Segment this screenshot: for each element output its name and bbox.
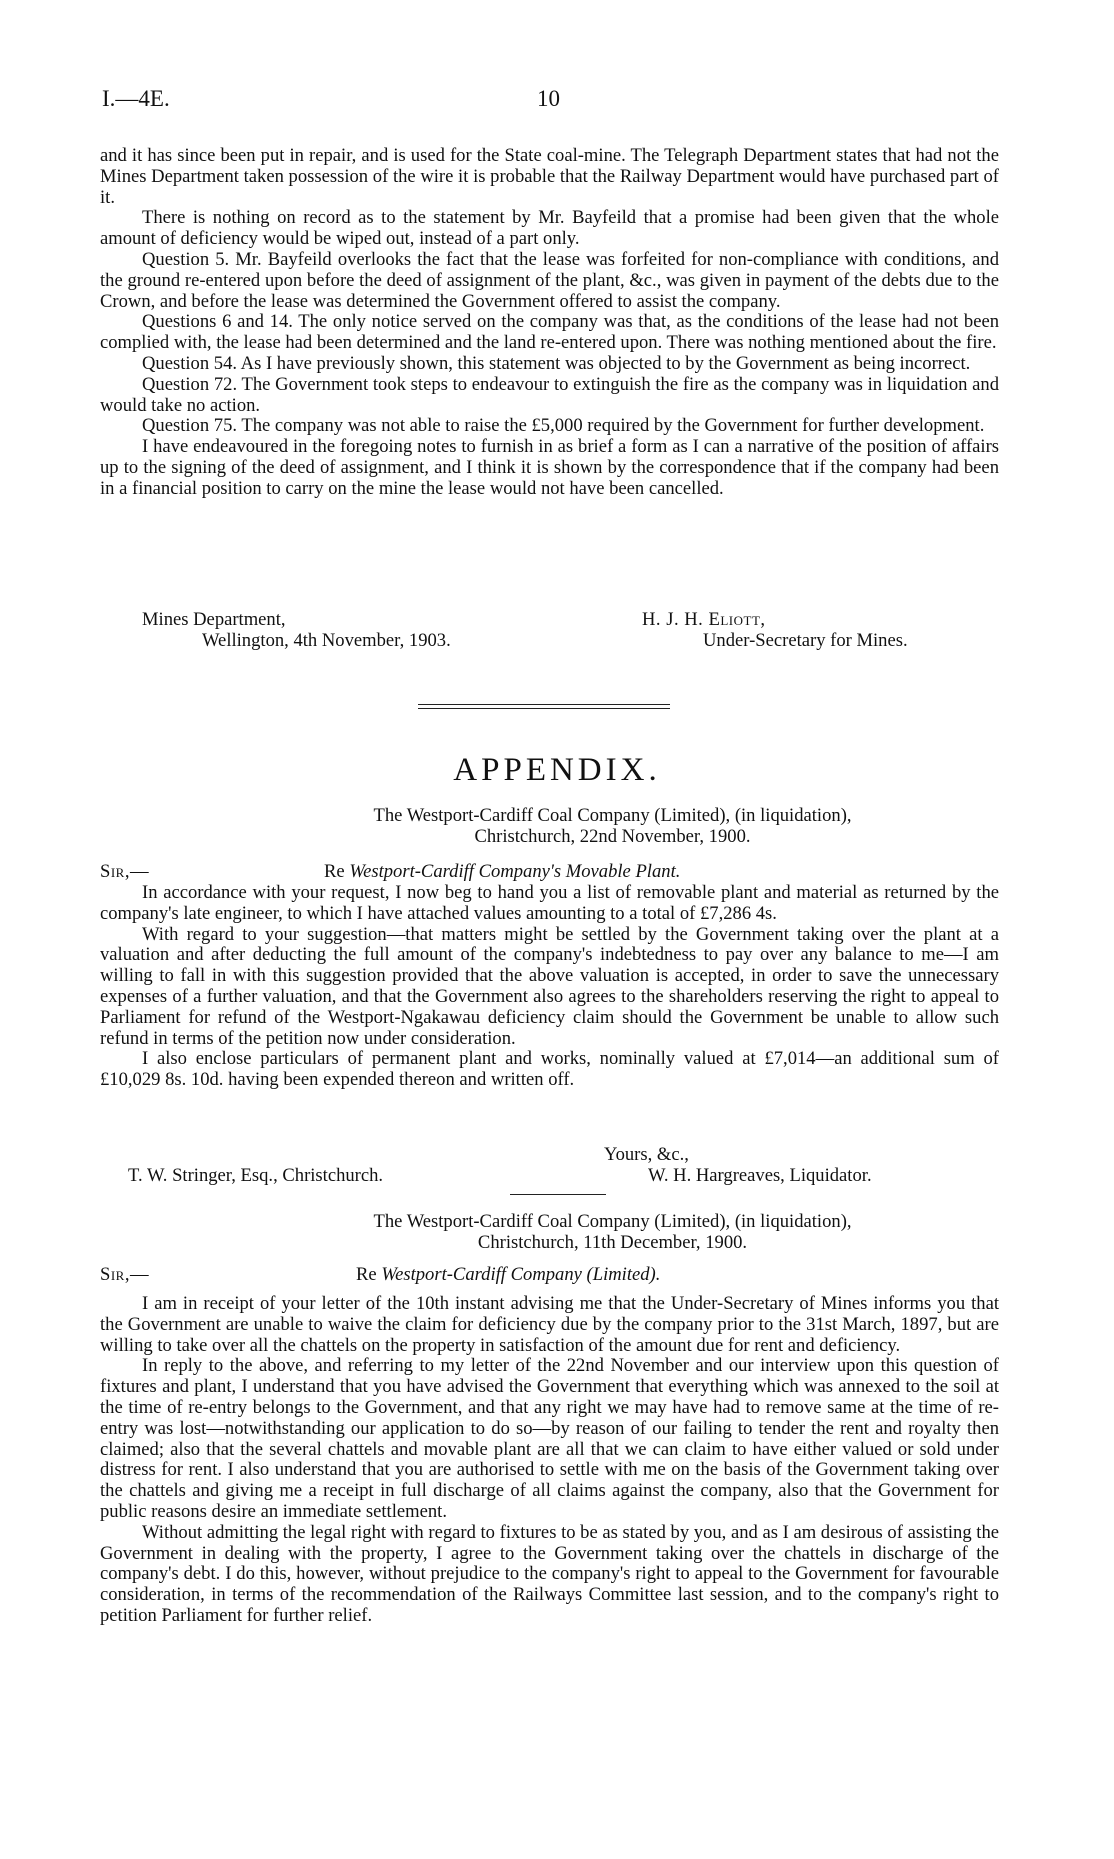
report-reference: I.—4E. [102,86,170,111]
letter1-signer: W. H. Hargreaves, Liquidator. [648,1165,872,1186]
letter2-salutation: Sir,— [100,1264,150,1285]
letter1-salutation: Sir,— [100,861,150,882]
subject-text: Westport-Cardiff Company's Movable Plant. [349,861,681,882]
re-label: Re [356,1264,377,1285]
paragraph: Question 5. Mr. Bayfeild overlooks the fact that the lease was forfeited for non-compliance with conditions, and the ground re-entered upon before the deed of assignment of the plant, &c., was given in payment of the debts due to the Crown, and before the lease was determined the Government offered to assist the company. [100,248,999,312]
letter2-address: The Westport-Cardiff Coal Company (Limited), (in liquidation), [373,1211,852,1232]
paragraph: Question 72. The Government took steps to endeavour to extinguish the fire as the company was in liquidation and would take no action. [100,373,999,416]
letter1-address: The Westport-Cardiff Coal Company (Limited), (in liquidation), [373,805,852,826]
subject-text: Westport-Cardiff Company (Limited). [381,1264,661,1285]
re-label: Re [324,861,345,882]
letter1-subject [324,862,680,883]
paragraph: Without admitting the legal right with regard to fixtures to be as stated by you, and as I am desirous of assisting the Government in dealing with the property, I agree to the Government taking over the chattels in discharge of the company's debt. I do this, however, without prejudice to the company's right to appeal to the Government for favourable consideration, in terms of the recommendation of the Railways Committee last session, and to the company's right to petition Parliament for further relief. [100,1521,999,1626]
page-number: 10 [537,86,560,111]
paragraph: In reply to the above, and referring to my letter of the 22nd November and our interview upon this question of fixtures and plant, I understand that you have advised the Government that everything which was annexed to the soil at the time of re-entry belongs to the Government, and that any right we may have had to remove same at the time of re-entry was lost—notwithstanding our application to do so—by reason of our failing to tender the rent and royalty then claimed; also that the several chattels and movable plant are all that we can claim to have either valued or sold under distress for rent. I also understand that you are authorised to settle with me on the basis of the Government taking over the chattels and giving me a receipt in full discharge of all claims against the company, also that the Government for public reasons desire an immediate settlement. [100,1355,999,1522]
paragraph: and it has since been put in repair, and is used for the State coal-mine. The Telegraph Department states that had not the Mines Department taken possession of the wire it is probable that the Railway Department would have purchased part of it. [100,145,999,208]
letter2-date: Christchurch, 11th December, 1900. [477,1232,748,1253]
letter2-subject [356,1265,660,1286]
paragraph: With regard to your suggestion—that matters might be settled by the Government taking over the plant at a valuation and after deducting the full amount of the company's indebtedness to pay over any balance to me—I am willing to fall in with this suggestion provided that the above valuation is accepted, in order to save the unnecessary expenses of a further valuation, and that the Government also agrees to the shareholders reserving the right to appeal to Parliament for refund of the Westport-Ngakawau deficiency claim should the Government be unable to allow such refund in terms of the petition now under consideration. [100,923,999,1049]
paragraph: Question 75. The company was not able to raise the £5,000 required by the Government for further development. [142,415,985,437]
letter1-body [100,883,999,1091]
letter1-date: Christchurch, 22nd November, 1900. [474,826,751,847]
paragraph: There is nothing on record as to the statement by Mr. Bayfeild that a promise had been given that the whole amount of deficiency would be wiped out, instead of a part only. [100,207,999,250]
letter2-body [100,1294,999,1627]
signoff-date: Wellington, 4th November, 1903. [202,630,451,651]
appendix-title: APPENDIX. [453,752,661,788]
signoff-name: H. J. H. Eliott, [642,609,766,630]
divider-rule [418,708,670,709]
signoff-place: Mines Department, [142,609,286,630]
divider-rule [418,704,670,705]
paragraph: I have endeavoured in the foregoing notes to furnish in as brief a form as I can a narrative of the position of affairs up to the signing of the deed of assignment, and I think it is shown by the correspondence that if the company had been in a financial position to carry on the mine the lease would not have been cancelled. [100,436,999,499]
letter1-closing: Yours, &c., [604,1144,689,1165]
letter-separator [510,1194,606,1195]
paragraph: Questions 6 and 14. The only notice served on the company was that, as the conditions of the lease had not been complied with, the lease had been determined and the land re-entered upon. There was nothing mentioned about the fire. [100,311,999,354]
paragraph: In accordance with your request, I now beg to hand you a list of removable plant and material as returned by the company's late engineer, to which I have attached values amounting to a total of £7,286 4s. [100,882,999,924]
memo-body [100,146,999,500]
paragraph: I also enclose particulars of permanent plant and works, nominally valued at £7,014—an additional sum of £10,029 8s. 10d. having been expended thereon and written off. [100,1048,999,1091]
paragraph: I am in receipt of your letter of the 10th instant advising me that the Under-Secretary of Mines informs you that the Government are unable to waive the claim for deficiency due by the company prior to the 31st March, 1897, but are willing to take over all the chattels on the property in satisfaction of the amount due for rent and deficiency. [100,1293,999,1356]
letter1-addressee: T. W. Stringer, Esq., Christchurch. [128,1165,384,1186]
signoff-title: Under-Secretary for Mines. [703,630,908,651]
paragraph: Question 54. As I have previously shown, this statement was objected to by the Government as being incorrect. [142,352,971,374]
